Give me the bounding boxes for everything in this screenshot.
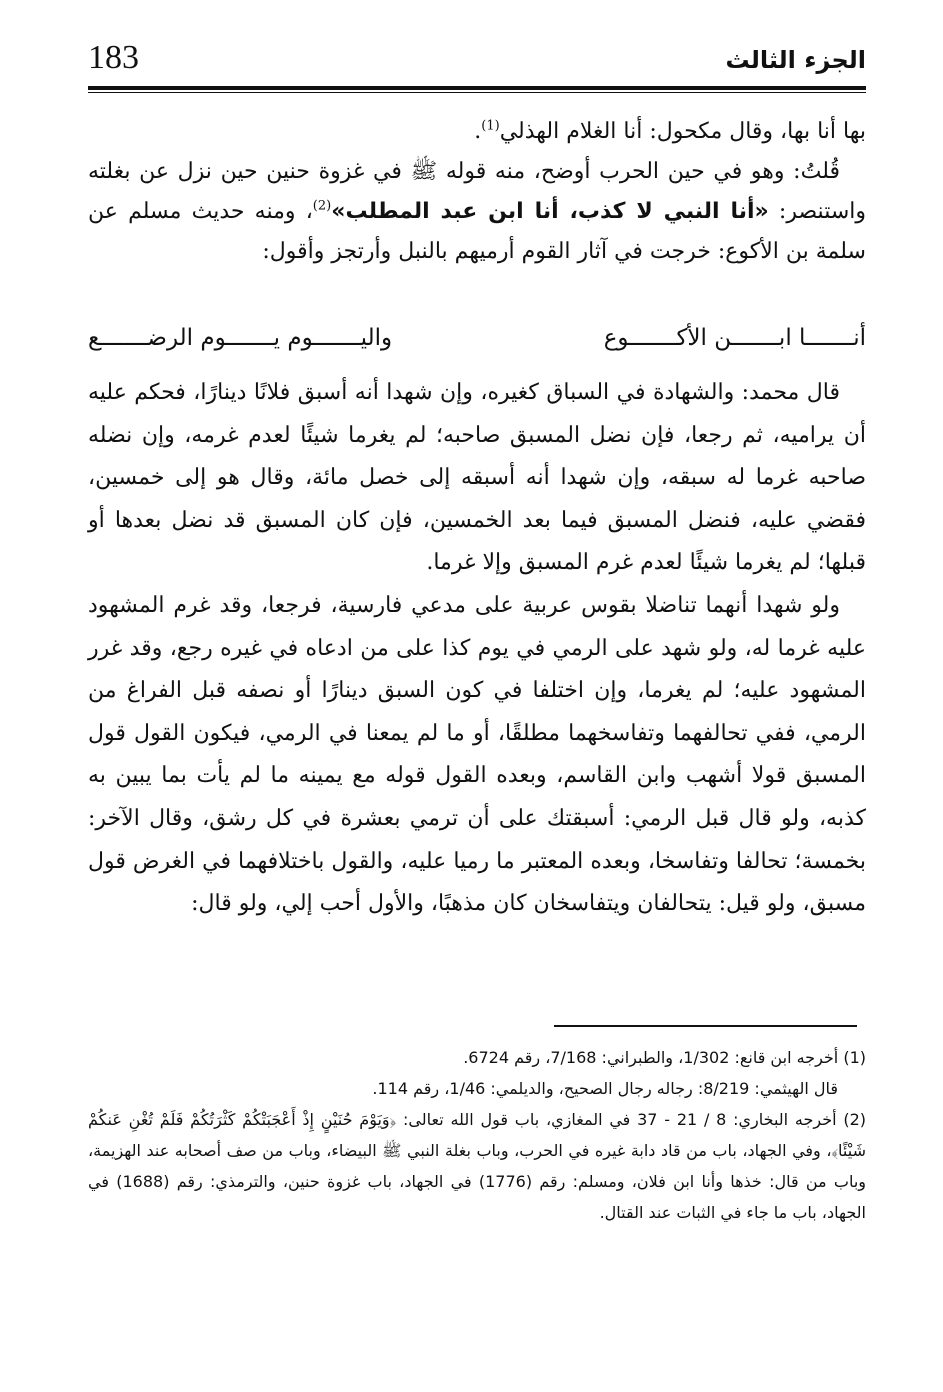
page-number: 183 bbox=[88, 39, 139, 76]
paragraph-text: ، ومنه حديث مسلم عن سلمة بن الأكوع: خرجت في آثار القوم أرميهم بالنبل وأرتجز وأقول: bbox=[88, 199, 866, 264]
footnote-1-continuation: قال الهيثمي: 8/219: رجاله رجال الصحيح، والديلمي: 1/46، رقم 114. bbox=[372, 1079, 838, 1098]
footnote-separator bbox=[554, 1025, 857, 1027]
header-rule-thin bbox=[88, 92, 866, 93]
paragraph: قال محمد: والشهادة في السباق كغيره، وإن شهدا أنه أسبق فلانًا دينارًا، فحكم عليه أن يراميه، ثم رجعا، فإن نضل المسبق صاحبه؛ لم يغرما شيئًا لعدم غرمه، وإن نضله صاحبه غرما له سبقه، وإن شهدا أنه أسبقه إلى خصل مائة، وقال هو إلى خمسين، فقضي عليه، فنضل المسبق فيما بعد الخمسين، فإن كان المسبق قد نضل بعدها أو قبلها؛ لم يغرما شيئًا لعدم غرم المسبق وإلا غرما. bbox=[88, 380, 866, 576]
verse bbox=[88, 316, 866, 360]
paragraph-end: . bbox=[474, 119, 482, 144]
footnote-1: (1) أخرجه ابن قانع: 1/302، والطبراني: 7/168، رقم 6724. bbox=[463, 1048, 866, 1067]
page-header bbox=[88, 36, 866, 92]
header-rule-thick bbox=[88, 86, 866, 90]
main-text-continued bbox=[88, 372, 866, 926]
paragraph-text: قُلتُ: وهو في حين الحرب أوضح، منه قوله ﷺ في غزوة حنين حين نزل عن بغلته واستنصر: bbox=[88, 159, 867, 224]
main-text bbox=[88, 112, 866, 272]
verse-hemistich-2: واليـــــــوم يـــــــوم الرضـــــــع bbox=[88, 325, 393, 351]
footnote-2: (2) أخرجه البخاري: 8 / 21 - 37 في المغازي، باب قول الله تعالى: ﴿وَيَوْمَ حُنَيْنٍ إِذْ أَعْجَبَتْكُمْ كَثْرَتُكُمْ فَلَمْ تُغْنِ عَنكُمْ شَيْئًا﴾، وفي الجهاد، باب من قاد دابة غيره في الحرب، وباب بغلة النبي ﷺ البيضاء، وباب من صف أصحابه عند الهزيمة، وباب من قال: خذها وأنا ابن فلان، ومسلم: رقم (1776) في الجهاد، باب غزوة حنين، والترمذي: رقم (1688) في الجهاد، باب ما جاء في الثبات عند القتال. bbox=[88, 1110, 866, 1222]
footnotes bbox=[88, 1042, 866, 1228]
hadith-quote: «أنا النبي لا كذب، أنا ابن عبد المطلب» bbox=[331, 199, 769, 224]
running-title: الجزء الثالث bbox=[725, 46, 866, 74]
paragraph bbox=[88, 112, 866, 152]
footnote-ref: (1) bbox=[481, 118, 500, 134]
paragraph-text: بها أنا بها، وقال مكحول: أنا الغلام الهذلي bbox=[499, 119, 866, 144]
paragraph bbox=[88, 152, 866, 272]
verse-hemistich-1: أنـــــــا ابـــــــن الأكـــــــوع bbox=[603, 325, 866, 351]
footnote-ref: (2) bbox=[312, 198, 332, 214]
paragraph: ولو شهدا أنهما تناضلا بقوس عربية على مدعي فارسية، فرجعا، وقد غرم المشهود عليه غرما له، ولو شهد على الرمي في يوم كذا على من ادعاه في غيره رجع، وقد غرر المشهود عليه؛ لم يغرما، وإن اختلفا في كون السبق دينارًا أو نصفه قبل الفراغ من الرمي، ففي تحالفهما وتفاسخهما مطلقًا، أو ما لم يمعنا في الرمي، فيكون القول قول المسبق قولا أشهب وابن القاسم، وبعده القول قوله مع يمينه ما لم يأت بما يبين به كذبه، ولو قال قبل الرمي: أسبقتك على أن ترمي بعشرة في كل رشق، وقال الآخر: بخمسة؛ تحالفا وتفاسخا، وبعده المعتبر ما رميا عليه، والقول باختلافهما في الغرض قول مسبق، ولو قيل: يتحالفان ويتفاسخان كان مذهبًا، والأول أحب إلي، ولو قال: bbox=[88, 592, 866, 917]
